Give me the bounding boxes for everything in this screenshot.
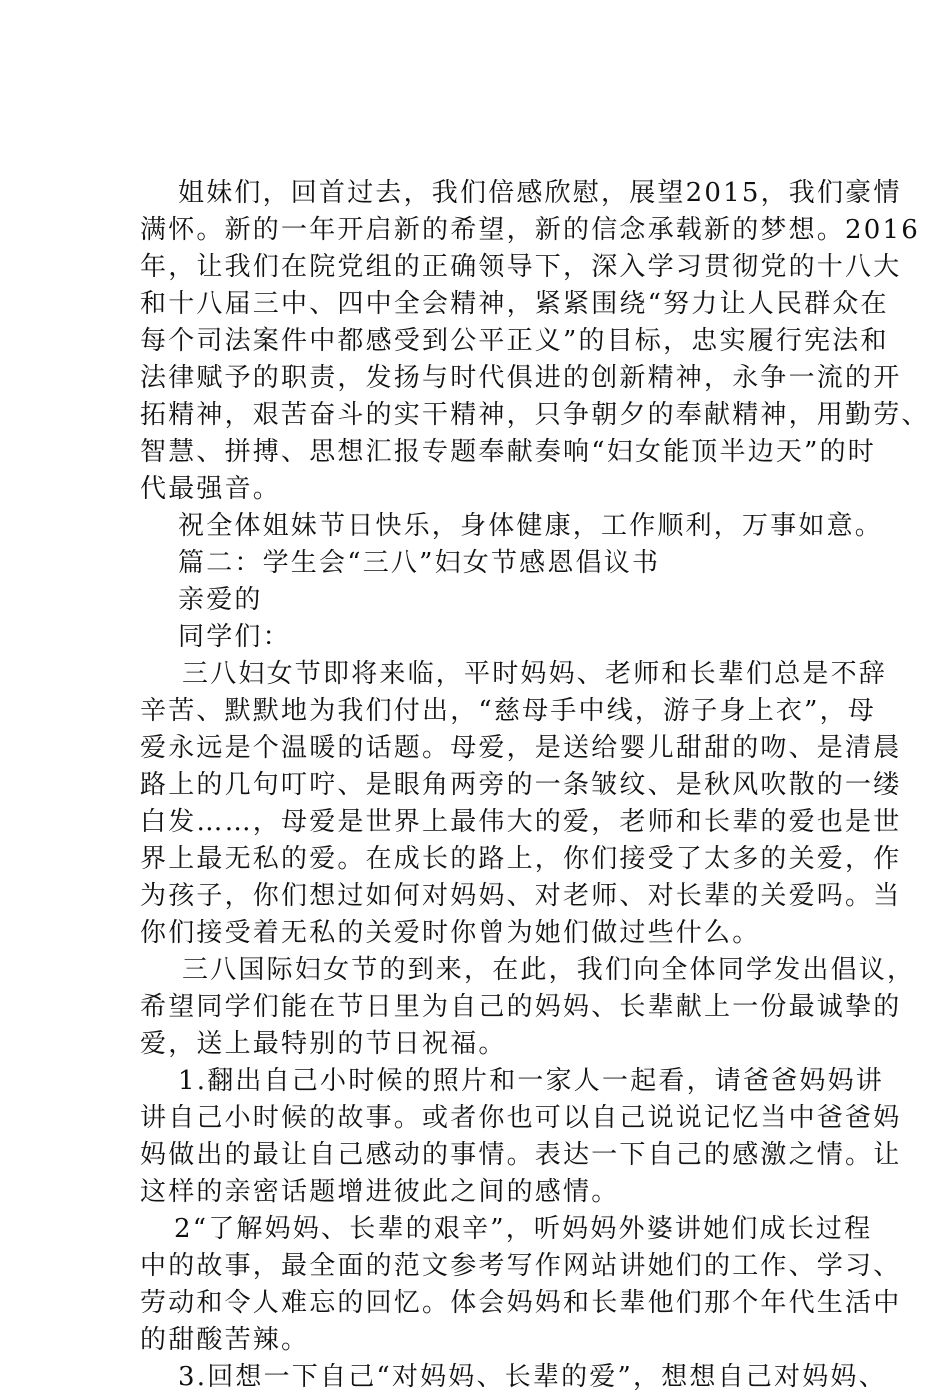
section-heading: 篇二：学生会“三八”妇女节感恩倡议书 (178, 548, 661, 578)
text-line: 三八国际妇女节的到来，在此，我们向全体同学发出倡议， (182, 955, 916, 985)
text-line: 满怀。新的一年开启新的希望，新的信念承载新的梦想。2016 (140, 215, 920, 245)
text-line: 祝全体姐妹节日快乐，身体健康，工作顺利，万事如意。 (178, 511, 884, 541)
text-line: 年，让我们在院党组的正确领导下，深入学习贯彻党的十八大 (140, 252, 902, 282)
text-line: 希望同学们能在节日里为自己的妈妈、长辈献上一份最诚挚的 (140, 992, 902, 1022)
list-item-line: 1.翻出自己小时候的照片和一家人一起看，请爸爸妈妈讲 (178, 1066, 885, 1096)
text-line: 拓精神，艰苦奋斗的实干精神，只争朝夕的奉献精神，用勤劳、 (140, 400, 930, 430)
text-line: 爱永远是个温暖的话题。母爱，是送给婴儿甜甜的吻、是清晨 (140, 733, 902, 763)
text-line: 劳动和令人难忘的回忆。体会妈妈和长辈他们那个年代生活中 (140, 1288, 902, 1318)
text-line: 爱，送上最特别的节日祝福。 (140, 1029, 507, 1059)
text-line: 法律赋予的职责，发扬与时代俱进的创新精神，永争一流的开 (140, 363, 902, 393)
text-line: 姐妹们，回首过去，我们倍感欣慰，展望2015，我们豪情 (178, 178, 902, 208)
text-line: 和十八届三中、四中全会精神，紧紧围绕“努力让人民群众在 (140, 289, 889, 319)
text-line: 三八妇女节即将来临，平时妈妈、老师和长辈们总是不辞 (182, 659, 888, 689)
text-line: 代最强音。 (140, 474, 282, 504)
salutation-line: 同学们： (178, 622, 291, 652)
text-line: 中的故事，最全面的范文参考写作网站讲她们的工作、学习、 (140, 1251, 902, 1281)
text-line: 辛苦、默默地为我们付出，“慈母手中线，游子身上衣”，母 (140, 696, 876, 726)
list-item-line: 2“了解妈妈、长辈的艰辛”，听妈妈外婆讲她们成长过程 (174, 1214, 873, 1244)
text-line: 妈做出的最让自己感动的事情。表达一下自己的感激之情。让 (140, 1140, 902, 1170)
text-line: 的甜酸苦辣。 (140, 1325, 310, 1355)
text-line: 白发……，母爱是世界上最伟大的爱，老师和长辈的爱也是世 (140, 807, 902, 837)
text-line: 为孩子，你们想过如何对妈妈、对老师、对长辈的关爱吗。当 (140, 881, 902, 911)
document-body (140, 175, 930, 1396)
text-line: 每个司法案件中都感受到公平正义”的目标，忠实履行宪法和 (140, 326, 889, 356)
text-line: 讲自己小时候的故事。或者你也可以自己说说记忆当中爸爸妈 (140, 1103, 902, 1133)
text-line: 智慧、拼搏、思想汇报专题奉献奏响“妇女能顶半边天”的时 (140, 437, 876, 467)
text-line: 界上最无私的爱。在成长的路上，你们接受了太多的关爱，作 (140, 844, 902, 874)
text-line: 路上的几句叮咛、是眼角两旁的一条皱纹、是秋风吹散的一缕 (140, 770, 902, 800)
text-line: 你们接受着无私的关爱时你曾为她们做过些什么。 (140, 918, 761, 948)
list-item-line: 3.回想一下自己“对妈妈、长辈的爱”，想想自己对妈妈、 (178, 1362, 887, 1392)
salutation-line: 亲爱的 (178, 585, 263, 615)
text-line: 这样的亲密话题增进彼此之间的感情。 (140, 1177, 620, 1207)
